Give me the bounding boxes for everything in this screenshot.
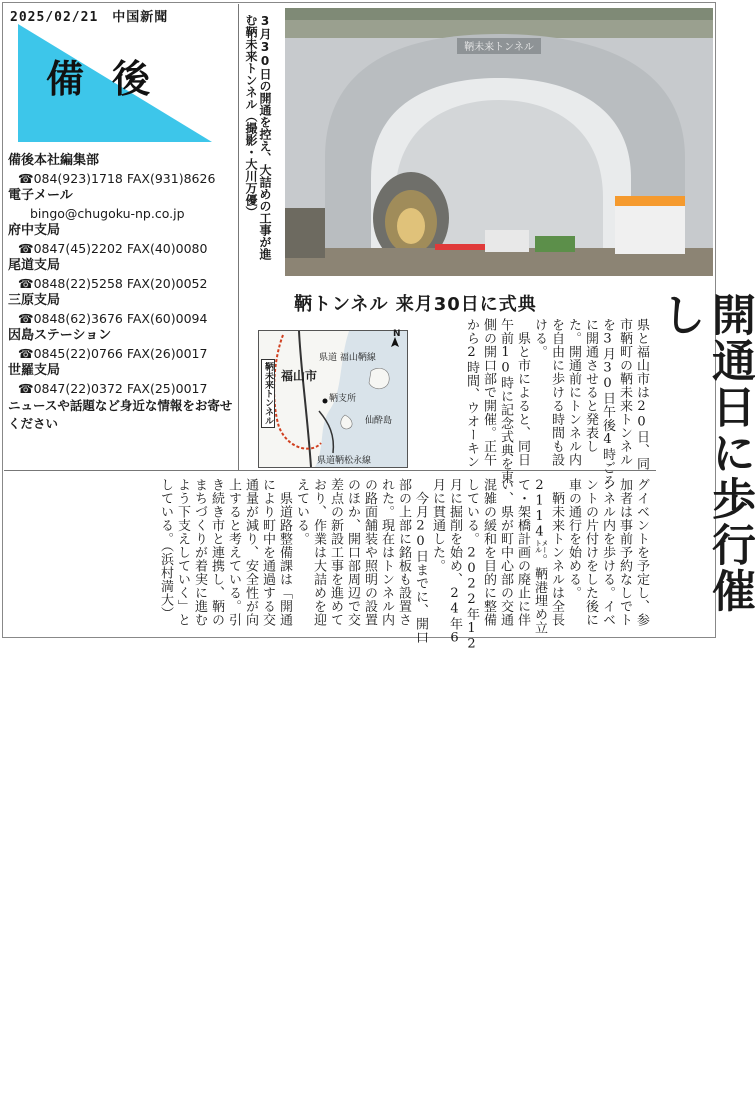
sera-bureau-label: 世羅支局 bbox=[8, 363, 61, 378]
region-title: 備後 bbox=[46, 57, 179, 101]
body-text-column: 側の開口部で開催。正午 bbox=[481, 318, 496, 467]
map-route-tomo-matsunaga: 県道鞆松永線 bbox=[317, 456, 372, 466]
body-text-column: ントの片付けをした後に bbox=[583, 478, 598, 627]
body-text-column: 通量が減り、安全性が向 bbox=[243, 478, 258, 627]
body-text-column: えている。 bbox=[294, 478, 309, 546]
onomichi-bureau-label: 尾道支局 bbox=[8, 258, 61, 273]
body-text-column: 差点の新設工事を進めて bbox=[328, 478, 343, 627]
dateline: 2025/02/21 中国新聞 bbox=[10, 10, 169, 25]
photo-caption: 3月30日の開通を控え、大詰めの工事が進む鞆未来トンネル（撮影・大川万優） bbox=[244, 14, 272, 260]
fuchu-bureau-label: 府中支局 bbox=[8, 223, 61, 238]
head-office-phone: ☎084(923)1718 FAX(931)8626 bbox=[18, 170, 216, 186]
sera-bureau-phone: ☎0847(22)0372 FAX(25)0017 bbox=[18, 380, 208, 396]
reader-note: ニュースや話題など身近な情報をお寄せください bbox=[8, 398, 233, 431]
body-text-column: 2114㍍。鞆港埋め立 bbox=[532, 478, 547, 635]
body-text-column: おり、作業は大詰めを迎 bbox=[311, 478, 326, 627]
body-text-column: 部の上部に銘板も設置さ bbox=[396, 478, 411, 627]
article-body-bottom bbox=[10, 478, 650, 1120]
onomichi-bureau-phone: ☎0848(22)5258 FAX(20)0052 bbox=[18, 275, 208, 291]
body-text-column: よう下支えしていく」と bbox=[175, 478, 190, 627]
map-island-label: 仙酔島 bbox=[365, 416, 393, 426]
body-text-column: て・架橋計画の廃止に伴 bbox=[515, 478, 530, 627]
body-text-column: 市鞆町の鞆未来トンネル bbox=[617, 318, 632, 467]
tunnel-illustration bbox=[285, 8, 713, 276]
body-text-column: を3月30日午後4時ごろ bbox=[600, 318, 615, 488]
email-label: 電子メール bbox=[8, 188, 73, 203]
portal-sign: 鞆未来トンネル bbox=[464, 42, 534, 53]
body-text-column: を自由に歩ける時間も設 bbox=[549, 318, 564, 467]
body-text-column: 県と市によると、同日 bbox=[515, 318, 530, 467]
body-text-column: 鞆未来トンネルは全長 bbox=[549, 478, 564, 627]
tunnel-photo bbox=[285, 8, 713, 276]
body-text-column: き続き市と連携し、鞆の bbox=[209, 478, 224, 627]
subheadline: 鞆トンネル 来月30日に式典 bbox=[294, 294, 537, 315]
body-text-column: 混雑の緩和を目的に整備 bbox=[481, 478, 496, 627]
body-text-column: ける。 bbox=[532, 318, 547, 359]
body-text-column: 県と福山市は20日、同 bbox=[634, 318, 649, 471]
body-text-column: 午前10時に記念式典を東 bbox=[498, 318, 513, 484]
head-office-label: 備後本社編集部 bbox=[8, 153, 100, 168]
body-text-column: している。（浜村満大） bbox=[158, 478, 173, 620]
mihara-bureau-label: 三原支局 bbox=[8, 293, 61, 308]
mihara-bureau-phone: ☎0848(62)3676 FAX(60)0094 bbox=[18, 310, 208, 326]
column-divider bbox=[238, 4, 239, 470]
body-text-column: グイベントを予定し、参 bbox=[634, 478, 649, 627]
body-text-column: 月に貫通した。 bbox=[430, 478, 445, 573]
body-text-column: まちづくりが着実に進む bbox=[192, 478, 207, 627]
body-text-column: により町中を通過する交 bbox=[260, 478, 275, 627]
map-route-fukuyama-tomo: 県道 福山鞆線 bbox=[319, 353, 376, 363]
body-text-column: れた。現在はトンネル内 bbox=[379, 478, 394, 627]
location-map bbox=[258, 330, 408, 468]
body-text-column: している。2022年12 bbox=[464, 478, 479, 652]
fuchu-bureau-phone: ☎0847(45)2202 FAX(40)0080 bbox=[18, 240, 208, 256]
body-text-column: 車の通行を始める。 bbox=[566, 478, 581, 600]
innoshima-station-label: 因島ステーション bbox=[8, 328, 112, 343]
innoshima-station-phone: ☎0845(22)0766 FAX(26)0017 bbox=[18, 345, 208, 361]
body-text-column: 今月20日までに、開口 bbox=[413, 478, 428, 644]
map-branch-office: 鞆支所 bbox=[329, 394, 357, 404]
body-text-column: の路面舗装や照明の設置 bbox=[362, 478, 377, 627]
body-text-column: 月に掘削を始め、24年6 bbox=[447, 478, 462, 646]
body-text-column: ンネル内を歩ける。イベ bbox=[600, 478, 615, 627]
body-text-column: 上すると考えている。引 bbox=[226, 478, 241, 627]
headline: 開通日に歩行催し bbox=[654, 292, 755, 614]
body-text-column: に開通させると発表し bbox=[583, 318, 598, 453]
email-address[interactable]: bingo@chugoku-np.co.jp bbox=[30, 205, 185, 221]
body-text-column: のほか、開口部周辺で交 bbox=[345, 478, 360, 627]
contact-info bbox=[8, 152, 236, 432]
body-text-column: から2時間、ウオーキン bbox=[464, 318, 479, 469]
map-city-label: 福山市 bbox=[281, 369, 318, 383]
body-text-column: い、県が町中心部の交通 bbox=[498, 478, 513, 627]
body-text-column: 加者は事前予約なしでト bbox=[617, 478, 632, 627]
map-north-marker: N bbox=[393, 329, 401, 339]
body-text-column: 県道路整備課は「開通 bbox=[277, 478, 292, 627]
map-tunnel-label: 鞆未来トンネル bbox=[261, 359, 275, 428]
body-text-column: た。開通前にトンネル内 bbox=[566, 318, 581, 467]
